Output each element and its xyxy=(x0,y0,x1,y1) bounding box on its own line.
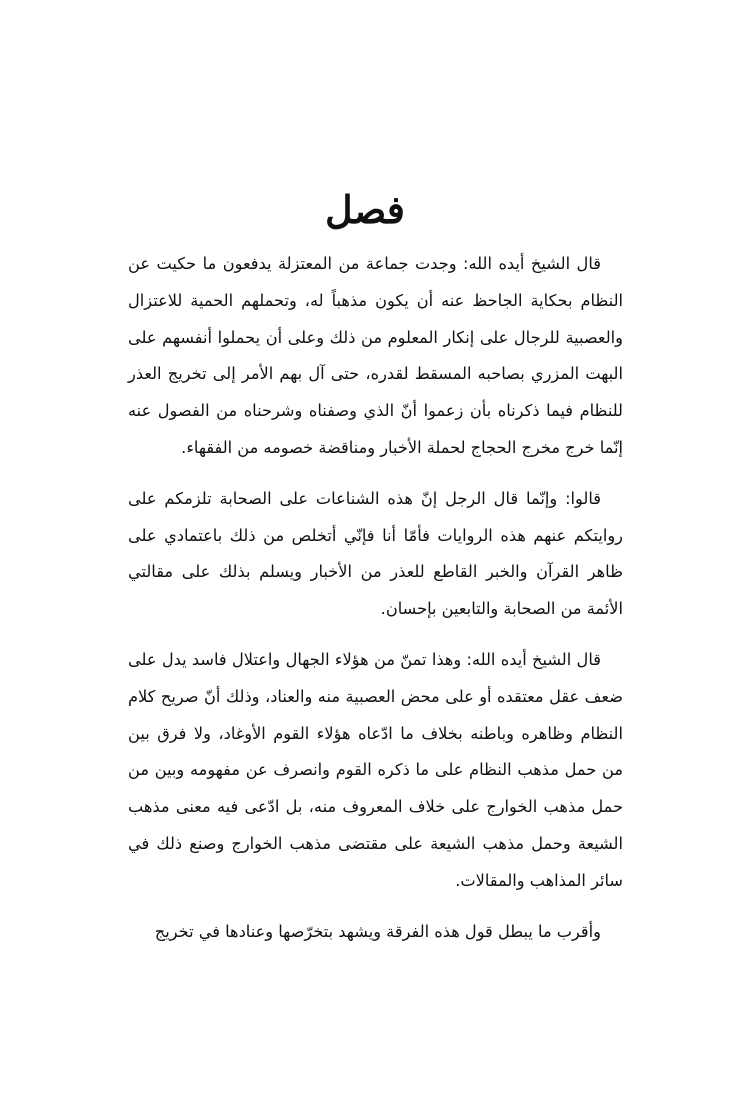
section-heading: فصل xyxy=(325,187,405,232)
paragraph: وأقرب ما يبطل قول هذه الفرقة ويشهد بتخرّصها وعنادها في تخريج xyxy=(154,921,601,941)
paragraph: قالوا: وإنّما قال الرجل إنّ هذه الشناعات على الصحابة تلزمكم على روايتكم عنهم هذه الروايات فأمّا أنا فإنّي أتخلص من ذلك باعتمادي على ظاهر القرآن والخبر القاطع للعذر من الأخبار ويسلم بذلك على مقالتي الأئمة من الصحابة والتابعين بإحسان. xyxy=(128,488,623,619)
body-text xyxy=(128,246,623,950)
paragraph: قال الشيخ أيده الله: وجدت جماعة من المعتزلة يدفعون ما حكيت عن النظام بحكاية الجاحظ عنه أن يكون مذهباً له، وتحملهم الحمية للاعتزال والعصبية للرجال على إنكار المعلوم من ذلك وعلى أن يحملوا أنفسهم على البهت المزري بصاحبه المسقط لقدره، حتى آل بهم الأمر إلى تخريج العذر للنظام فيما ذكرناه بأن زعموا أنّ الذي وصفناه وشرحناه من الفصول عنه إنّما خرج مخرج الحجاج لحملة الأخبار ومناقضة خصومه من الفقهاء. xyxy=(128,254,623,457)
paragraph: قال الشيخ أيده الله: وهذا تمنّ من هؤلاء الجهال واعتلال فاسد يدل على ضعف عقل معتقده أو على محض العصبية منه والعناد، وذلك أنّ صريح كلام النظام وظاهره وباطنه بخلاف ما ادّعاه هؤلاء القوم الأوغاد، ولا فرق بين من حمل مذهب النظام على ما ذكره القوم وانصرف عن مفهومه وبين من حمل مذهب الخوارج على خلاف المعروف منه، بل ادّعى فيه معنى مذهب الشيعة وحمل مذهب الشيعة على مقتضى مذهب الخوارج وصنع ذلك في سائر المذاهب والمقالات. xyxy=(128,649,623,890)
